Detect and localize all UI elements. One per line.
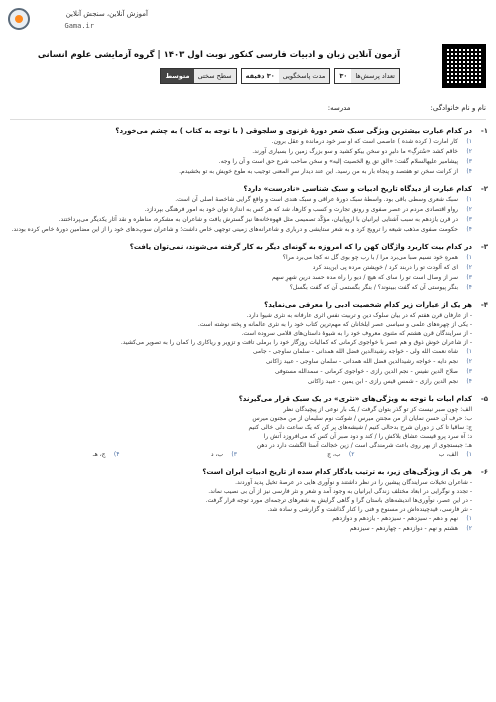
question-statements: - از عارفان قرن هفتم که در بیان سلوک دین و تربیت نفس اثری عارفانه به نثری شیوا دارد. - یکی از چهره‌های علمی و سیاسی عصر ایلخانان که مهم‌ترین کتاب خود را به نثری عالمانه و پخته نوشته است. - از سرایندگان قرن هشتم که مثنوی معروف خود را به شیوهٔ داستان‌های قلامی سروده است. - از شاعران خوش ذوق و هم عصر با خواجوی کرمانی که کمالیات روزگار خود را برملی تافت و تزویر و ریاکاری را کمان را به تصویر می‌کشید.: [120, 312, 472, 346]
question-list: [8, 126, 488, 541]
qr-code-icon: [442, 44, 486, 88]
option-4[interactable]: ۴) حکومت صفوی مذهب شیعه را ترویج کرد و به شعر ستایشی و درباری و شاعرانه‌های زمینی توجهی خاص داشت؛ و شاعران سوپ‌دهای خود را از این مضامین دورهٔ خاص کرده بودند.: [11, 226, 472, 233]
option-1[interactable]: ۱) شاه نعمت الله ولی - خواجه رشیدالدین فضل الله همدانی - سلمان ساوجی - جامی: [252, 348, 472, 355]
question-number: ۴-: [480, 301, 488, 309]
question-3: [8, 242, 488, 293]
option-2[interactable]: ۲) ای که آلودت تو را دربند کرد / خویشتن مرده پی این‌بند کرد: [312, 264, 472, 271]
option-2[interactable]: ۲) نجم دایه - خواجه رشیدالدین فضل الله همدانی - سلمان ساوجی - عبید زاکانی: [265, 358, 472, 365]
option-2[interactable]: ۲) خاقم کشد «سُترگِ» ما دلیرِ دو سخن بیکو کشید و سو بزرگ زمین را بسیاری آورند.: [252, 148, 472, 155]
question-number: ۵-: [480, 395, 488, 403]
question-text: در کدام بیت کاربرد واژگان کهن را که امروزه به گونه‌ای دیگر به کار گرفته می‌شوند، نمی‌توان یافت؟: [129, 243, 472, 251]
option-1[interactable]: ۱) الف، ب: [438, 451, 472, 458]
option-3[interactable]: ۳) در قرن یازدهم به سبب آشنایی ایرانیان با اروپاییان، مؤکّد تصمیمی مثل قهوه‌خانه‌ها نیز گسترش یافت و شاعران به مشکره، مناظره و نقد آثار یکدیگر می‌پرداختند.: [58, 216, 472, 223]
question-2: [8, 184, 488, 235]
school-field-label: مدرسه:: [327, 104, 351, 112]
header: [0, 0, 496, 124]
question-5: [8, 394, 488, 460]
question-6: [8, 467, 488, 534]
question-text: در کدام عبارت بیشترین ویژگی سبک شعر دورهٔ غزنوی و سلجوقی ( با توجه به کتاب ) به چشم می‌خورد؟: [115, 127, 472, 135]
option-2[interactable]: ۲) ب، ج: [327, 451, 355, 458]
brand-name: آموزش آنلاین، سنجش آنلاین: [65, 10, 148, 18]
option-1[interactable]: ۱) کار امارت ( کرده شده ) عاصمی است که او سر خود درمانده و عقل برون.: [271, 138, 472, 145]
option-2[interactable]: ۲) هشتم و نهم - دوازدهم - چهاردهم - سیزدهم: [349, 525, 472, 532]
student-info-row: [10, 104, 486, 120]
question-number: ۳-: [480, 243, 488, 251]
option-1[interactable]: ۱) نهم و دهم - سیزدهم - سیزدهم - یازدهم و دوازدهم: [332, 515, 472, 522]
option-1[interactable]: ۱) همرهِ خود نسیم صبا می‌برد مرا / با رب چو بوی گل نه کجا می‌برد مرا؟: [282, 254, 472, 261]
question-statements: - شاعران تخیلات سرایندگان پیشین را در نظر داشتند و نوآوری هایی در عرصهٔ تخیل پدید آوردند. - تجدد و نوگرایی در ابعاد مختلف زندگی ایرانیان به وجود آمد و شعر و نثر فارسی نیز از آن بی نصیب نماند. - در این عصر، نوآوری‌ها اندیشه‌های باستان گرا و گاهی گرایش به شعرهای ترجمه‌ای مورد توجه قرار گرفت. - نثر فارسی، قیدچینده‌اش در مسنوع و فنی را کنار گذاشت و گزارشی و ساده شد.: [205, 479, 472, 513]
meta-difficulty: سطح سختی متوسط: [160, 68, 236, 84]
option-1[interactable]: ۱) سبک شعری وسطی باقی بود. واسطهٔ سبک دورهٔ عراقی و سبک هندی است و واقع گرایی شاخصهٔ اصلی آن است.: [175, 196, 472, 203]
option-4[interactable]: ۴) ج، هـ: [92, 451, 120, 458]
question-1: [8, 126, 488, 177]
name-field-label: نام و نام خانوادگی:: [430, 104, 486, 112]
option-2[interactable]: ۲) رواو اقتصادی مردم در عصر صفوی و رونق تجارت و کسب و کارها، شد که هر کس به اندازهٔ توان خود به امور فرهنگی بپردازد.: [144, 206, 472, 213]
brand-site: Gama.ir: [64, 22, 94, 30]
option-3[interactable]: ۳) ب، د: [210, 451, 237, 458]
inline-options: [8, 450, 488, 460]
question-4: [8, 300, 488, 387]
exam-title: آزمون آنلاین زبان و ادبیات فارسی کنکور نوبت اول ۱۴۰۳ | گروه آزمایشی علوم انسانی: [37, 50, 400, 60]
meta-question-count: تعداد پرسش‌ها ۳۰: [334, 68, 400, 84]
option-4[interactable]: ۴) بنگر پیوستی آن که گفت ببینوند؟ / بنگر بگستمی آن که گفت بگسل؟: [289, 284, 472, 291]
option-3[interactable]: ۳) سر از وصال است تو را سای که هیچ / دیو را راه مده حسد درین شهرِ سهم: [271, 274, 472, 281]
question-number: ۲-: [480, 185, 488, 193]
question-text: کدام عبارت از دیدگاه تاریخ ادبیات و سبک شناسی «نادرست» دارد؟: [243, 185, 472, 193]
brand: [8, 6, 148, 46]
question-verses: الف: چون صبر نیست کز تو گذر بتوان گرفت / یک بار نوعی از پیچیدگان نظر ب: حرف آن حسن نمایان از من مجنتن میرس / شوکت نوم سلیمان از من مجنون میرس ج: ساقیا تا کی ز دوران شرح بدحالی کنیم / شیشه‌های پر کن که یک ساعت دلی خالی کنیم د: آه سرد پرو قیست عشاق بلاکش را / کند و دود صبر آن کس که می‌افروزد آتش را هـ: جبستجوی از بهر روی باعث شرمندگی است / زین خجالت آستا الگشت دارد در دهن: [248, 406, 472, 449]
question-number: ۱-: [480, 127, 488, 135]
question-text: هر یک از عبارات زیر کدام شخصیت ادبی را معرفی می‌نماید؟: [264, 301, 472, 309]
option-4[interactable]: ۴) نجم الدین رازی - شمس قیس رازی - ابن یمین - عبید زاکانی: [307, 378, 472, 385]
question-text: کدام ابیات با توجه به ویژگی‌های «نثری» در یک سبک قرار می‌گیرند؟: [238, 395, 472, 403]
question-number: ۶-: [480, 468, 488, 476]
question-text: هر یک از ویژگی‌های زیر، به ترتیب یادگار کدام سده از تاریخ ادبیات ایران است؟: [202, 468, 472, 476]
meta-duration: مدت پاسخگویی ۳۰ دقیقه: [241, 68, 331, 84]
option-3[interactable]: ۳) پیشامیر علیهالسلام گفت: «الق تق یع الخصیث إليه» و سخن صاحب شرع حق است و آن را وجه.: [218, 158, 472, 165]
option-3[interactable]: ۳) صلاح الدین نفیس - نجم الدین رازی - خواجوی کرمانی - سمدالله مستوفی: [274, 368, 472, 375]
option-4[interactable]: ۴) از کرانت سخن تو هفتصد و پنجاه بار به من رسید. این عند دیدار سرِ المعنی توجیب به طوع خویش به تو بخشیدم.: [179, 168, 472, 175]
gama-logo-icon: [8, 8, 30, 30]
exam-meta: [160, 68, 400, 84]
